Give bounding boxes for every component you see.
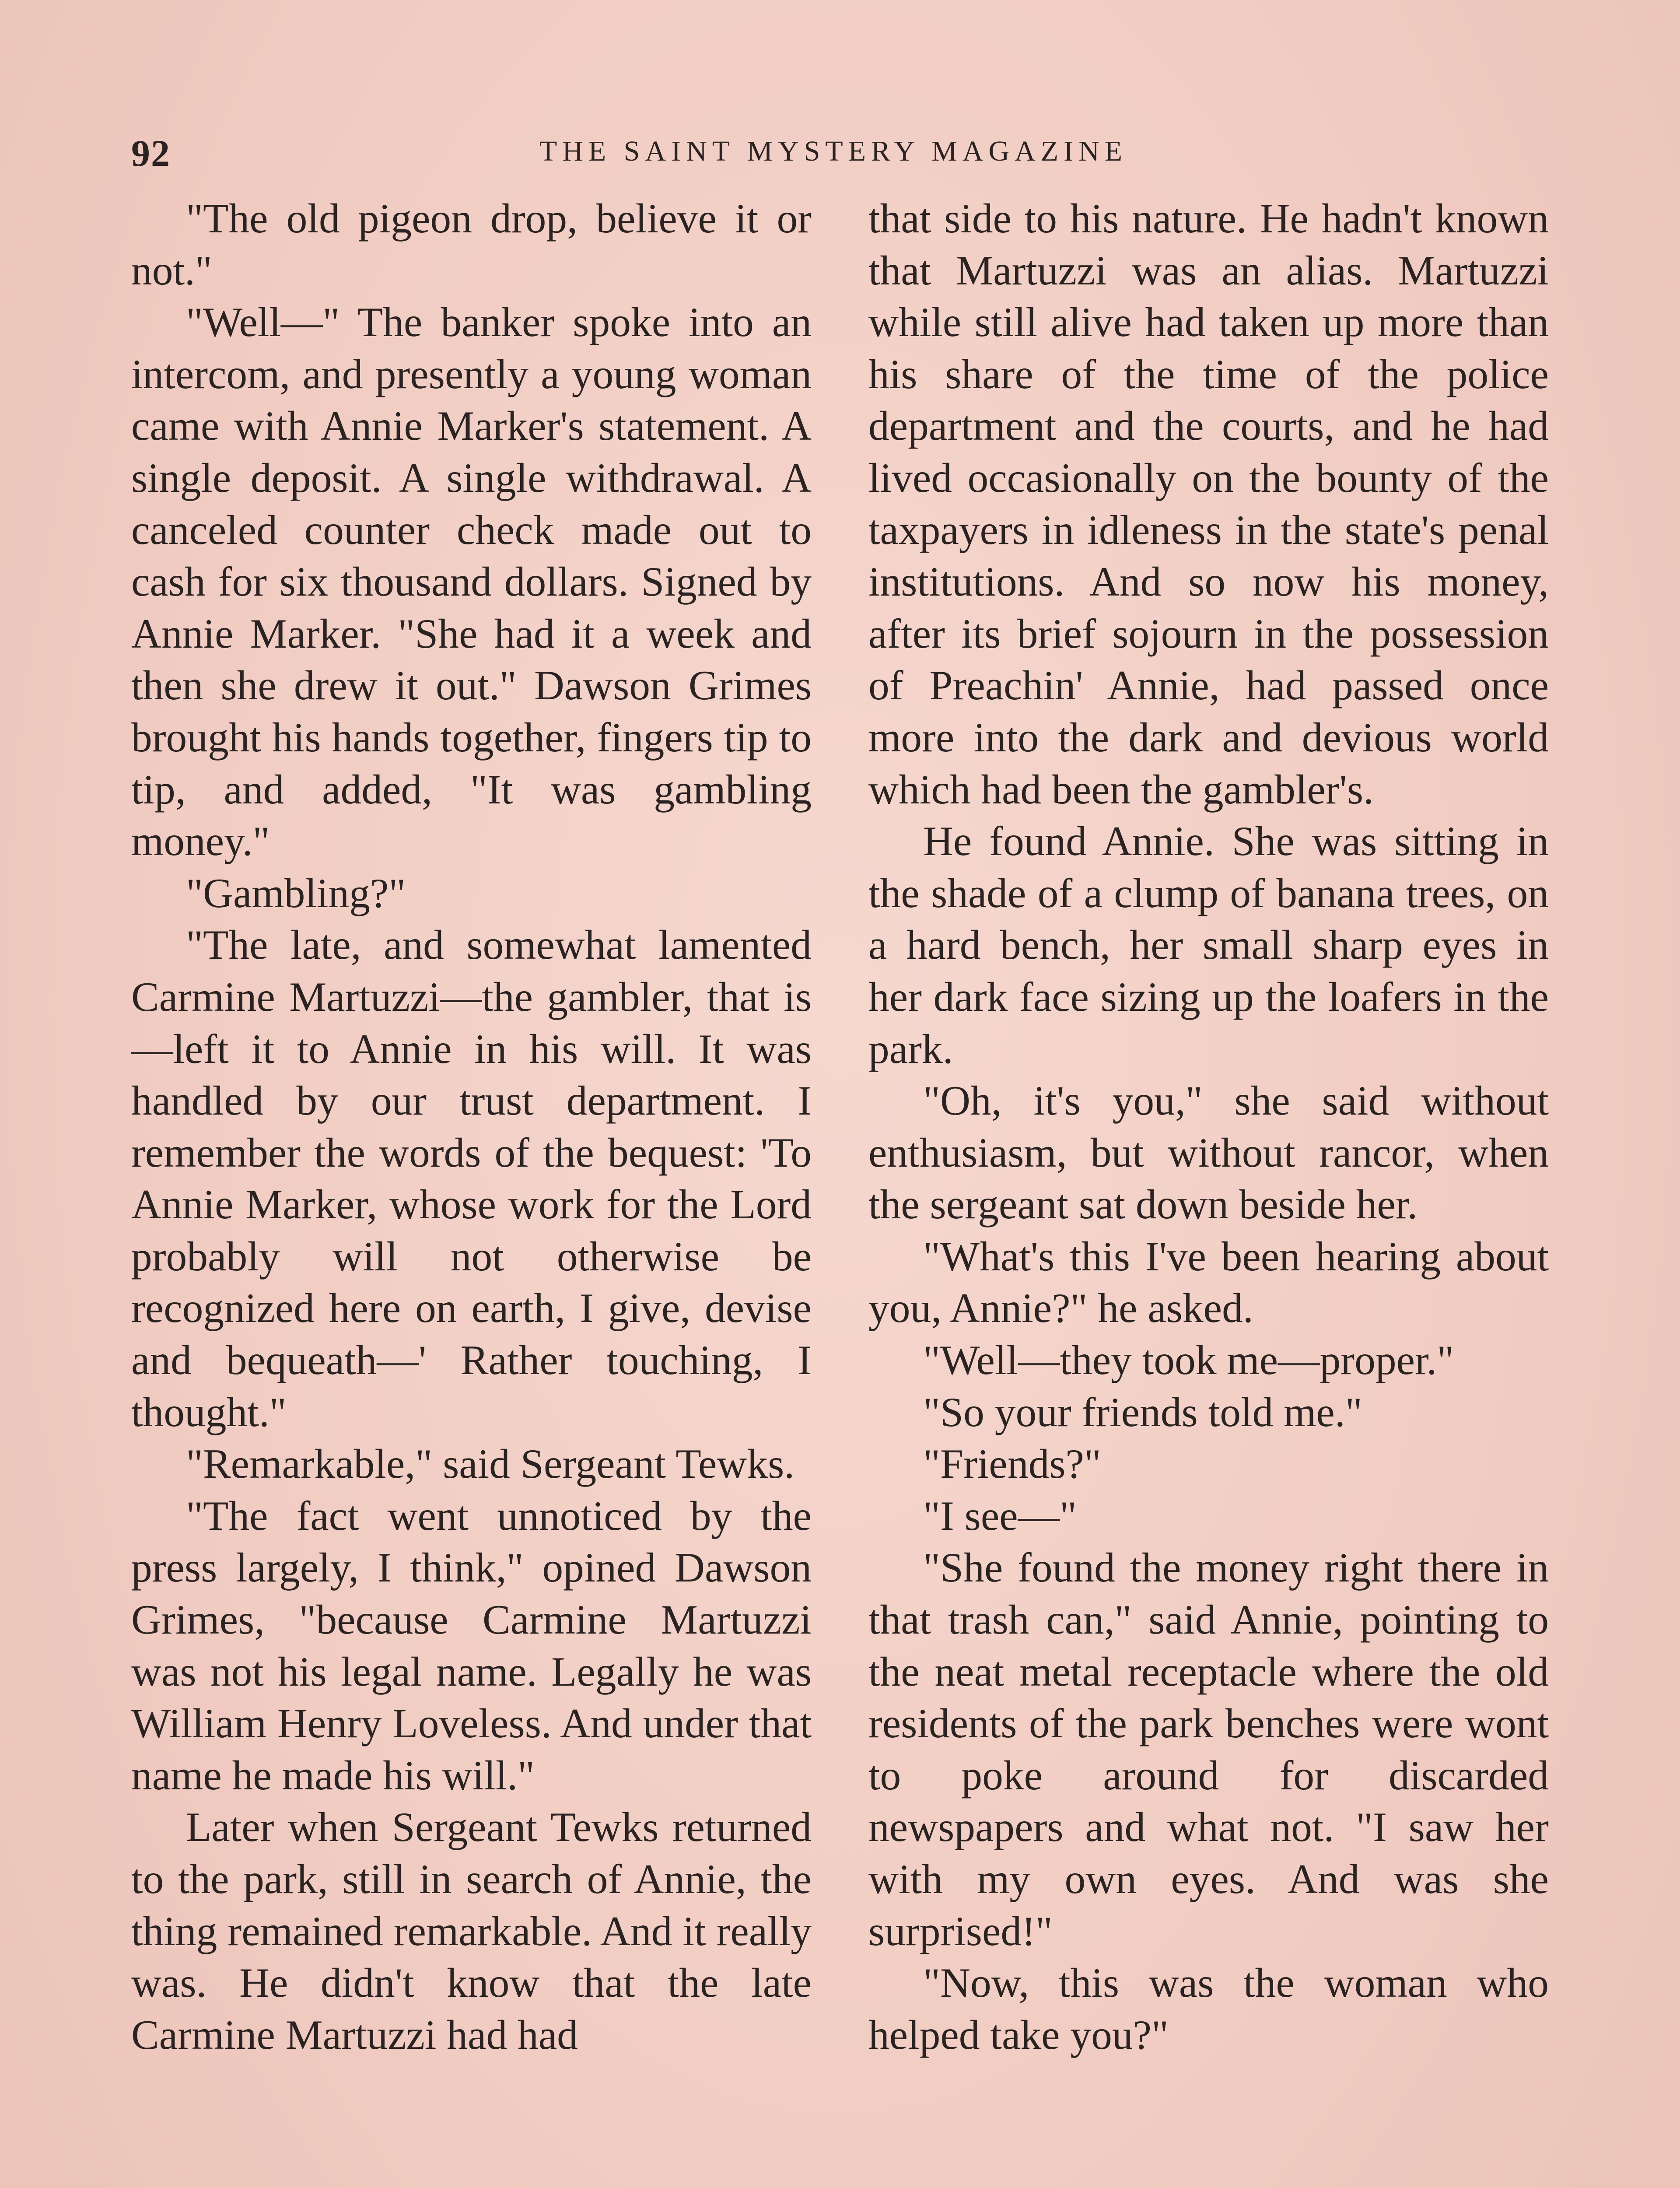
paragraph: "The old pigeon drop, believe it or not." (131, 195, 812, 294)
page-number: 92 (131, 132, 171, 174)
running-head: THE SAINT MYSTERY MAGAZINE (539, 135, 1128, 167)
paragraph: "The late, and somewhat lamented Carmine Martuzzi—the gambler, that is—left it to Annie in his will. It was handled by our trust department. I remember the words of the bequest: 'To Annie Marker, whose work for the Lord probably will not otherwise be recognized here on earth, I give, devise and bequeath—' Rather touching, I thought." (131, 922, 812, 1435)
page-header (131, 131, 1536, 179)
paragraph: "Oh, it's you," she said without enthusiasm, but without rancor, when the sergeant sat down beside her. (868, 1077, 1549, 1228)
left-column (131, 193, 812, 2061)
paragraph: "Gambling?" (186, 870, 406, 916)
paragraph: "Well—they took me—proper." (923, 1337, 1454, 1384)
paragraph: "Remarkable," said Sergeant Tewks. (186, 1441, 795, 1487)
paragraph: He found Annie. She was sitting in the shade of a clump of banana trees, on a hard bench, her small sharp eyes in her dark face sizing up the loafers in the park. (868, 818, 1549, 1072)
paragraph: "What's this I've been hearing about you, Annie?" he asked. (868, 1233, 1549, 1332)
paragraph: "The fact went unnoticed by the press largely, I think," opined Dawson Grimes, "because Carmine Martuzzi was not his legal name. Legally he was William Henry Loveless. And under that name he made his will." (131, 1492, 812, 1799)
paragraph: "She found the money right there in that trash can," said Annie, pointing to the neat metal receptacle where the old residents of the park benches were wont to poke around for discarded newspapers and what not. "I saw her with my own eyes. And was she surprised!" (868, 1544, 1549, 1954)
paragraph: "I see—" (923, 1492, 1077, 1539)
paragraph: Later when Sergeant Tewks returned to the park, still in search of Annie, the thing remained remarkable. And it really was. He didn't know that the late Carmine Martuzzi had had (131, 1804, 812, 2058)
paragraph: "Now, this was the woman who helped take you?" (868, 1960, 1549, 2058)
paragraph-continued: that side to his nature. He hadn't known that Martuzzi was an alias. Martuzzi while still alive had taken up more than his share of the time of the police department and the courts, and he had lived occasionally on the bounty of the taxpayers in idleness in the state's penal institutions. And so now his money, after its brief sojourn in the possession of Preachin' Annie, had passed once more into the dark and devious world which had been the gambler's. (868, 195, 1549, 813)
paragraph: "So your friends told me." (923, 1389, 1362, 1435)
paragraph: "Friends?" (923, 1441, 1101, 1487)
right-column (868, 193, 1549, 2061)
paragraph: "Well—" The banker spoke into an intercom, and presently a young woman came with Annie Marker's statement. A single deposit. A single withdrawal. A canceled counter check made out to cash for six thousand dollars. Signed by Annie Marker. "She had it a week and then she drew it out." Dawson Grimes brought his hands together, fingers tip to tip, and added, "It was gambling money." (131, 299, 812, 865)
